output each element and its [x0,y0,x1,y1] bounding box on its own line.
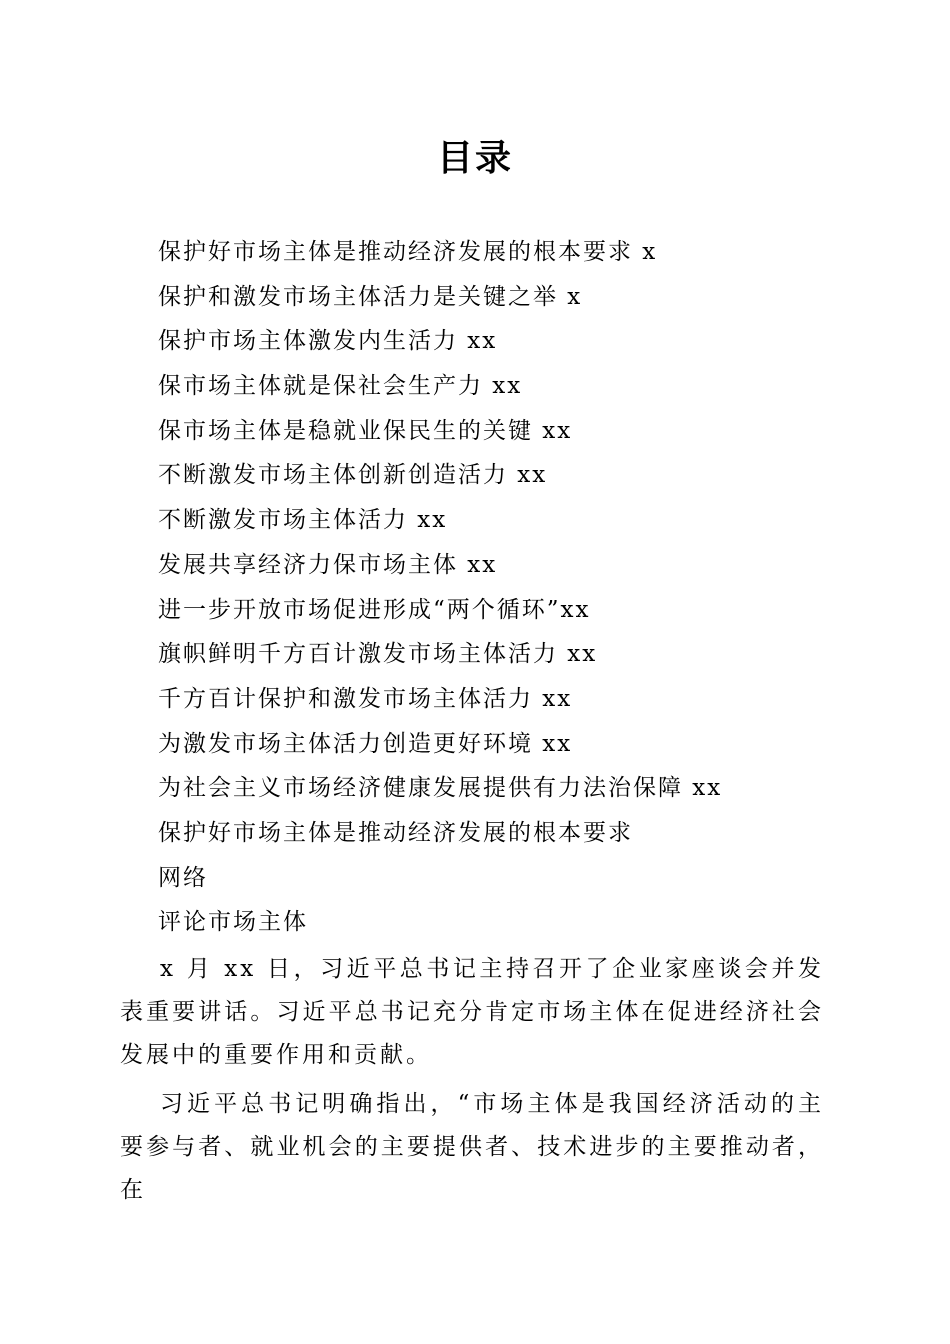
toc-item[interactable]: 保护好市场主体是推动经济发展的根本要求 x [158,239,658,265]
toc-item[interactable]: 千方百计保护和激发市场主体活力 xx [158,685,573,712]
toc-item[interactable]: 为激发市场主体活力创造更好环境 xx [158,730,573,757]
toc-item[interactable]: 评论市场主体 [158,909,308,936]
toc-item[interactable]: 为社会主义市场经济健康发展提供有力法治保障 xx [158,775,723,802]
toc-item[interactable]: 保护和激发市场主体活力是关键之举 x [158,283,583,310]
toc-item[interactable]: 进一步开放市场促进形成“两个循环”xx [158,596,591,623]
toc-item[interactable]: 旗帜鲜明千方百计激发市场主体活力 xx [158,641,598,668]
paragraph: 习近平总书记明确指出，“市场主体是我国经济活动的主要参与者、就业机会的主要提供者、技术进步的主要推动者，在 [120,1091,824,1203]
paragraph: x 月 xx 日，习近平总书记主持召开了企业家座谈会并发表重要讲话。习近平总书记充分肯定市场主体在促进经济社会发展中的重要作用和贡献。 [120,956,824,1068]
table-of-contents [158,230,858,945]
toc-item[interactable]: 保护好市场主体是推动经济发展的根本要求 [158,819,633,846]
toc-item[interactable]: 保市场主体就是保社会生产力 xx [158,373,523,400]
toc-item[interactable]: 保护市场主体激发内生活力 xx [158,328,498,355]
toc-item[interactable]: 网络 [158,864,208,891]
toc-item[interactable]: 不断激发市场主体创新创造活力 xx [158,462,548,489]
toc-item[interactable]: 发展共享经济力保市场主体 xx [158,551,498,578]
toc-item[interactable]: 保市场主体是稳就业保民生的关键 xx [158,417,573,444]
page-title: 目录 [436,137,513,179]
body-text [120,948,824,1218]
toc-item[interactable]: 不断激发市场主体活力 xx [158,507,448,534]
